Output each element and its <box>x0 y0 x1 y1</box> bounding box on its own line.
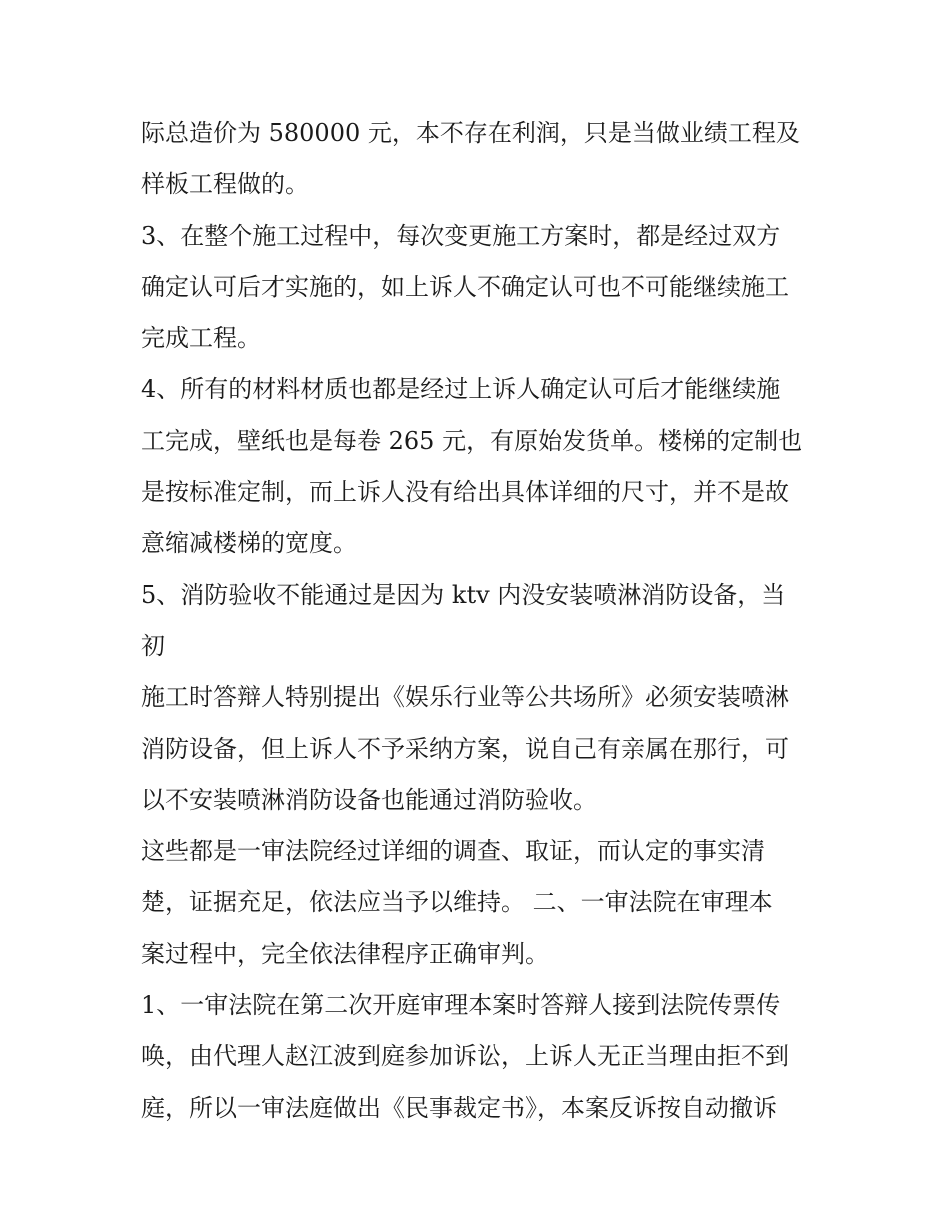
text-line: 样板工程做的。 <box>141 170 309 199</box>
text-line: 工完成，壁纸也是每卷 265 元，有原始发货单。楼梯的定制也 <box>141 426 803 455</box>
text-line: 施工时答辩人特别提出《娱乐行业等公共场所》必须安装喷淋 <box>141 683 789 712</box>
text-line: 完成工程。 <box>141 324 261 353</box>
text-line: 3、在整个施工过程中，每次变更施工方案时，都是经过双方 <box>141 221 781 250</box>
text-line: 消防设备，但上诉人不予采纳方案，说自己有亲属在那行，可 <box>141 734 789 763</box>
text-line: 案过程中，完全依法律程序正确审判。 <box>141 939 549 968</box>
text-line: 以不安装喷淋消防设备也能通过消防验收。 <box>141 785 597 814</box>
text-line: 楚，证据充足，依法应当予以维持。 二、一审法院在审理本 <box>141 888 773 917</box>
text-line: 际总造价为 580000 元，本不存在利润，只是当做业绩工程及 <box>141 119 800 147</box>
text-line: 确定认可后才实施的，如上诉人不确定认可也不可能继续施工 <box>141 272 789 301</box>
text-line: 5、消防验收不能通过是因为 ktv 内没安装喷淋消防设备，当 <box>141 580 786 609</box>
text-line: 是按标准定制，而上诉人没有给出具体详细的尺寸，并不是故 <box>141 478 789 507</box>
text-line: 这些都是一审法院经过详细的调查、取证，而认定的事实清 <box>141 837 765 866</box>
text-line: 唤，由代理人赵江波到庭参加诉讼，上诉人无正当理由拒不到 <box>141 1042 789 1071</box>
document-body <box>141 108 821 1134</box>
text-line: 庭，所以一审法庭做出《民事裁定书》，本案反诉按自动撤诉 <box>141 1093 777 1122</box>
text-line: 4、所有的材料材质也都是经过上诉人确定认可后才能继续施 <box>141 375 781 404</box>
text-line: 1、一审法院在第二次开庭审理本案时答辩人接到法院传票传 <box>141 991 781 1020</box>
text-line: 意缩减楼梯的宽度。 <box>141 529 357 558</box>
text-line: 初 <box>141 631 165 660</box>
